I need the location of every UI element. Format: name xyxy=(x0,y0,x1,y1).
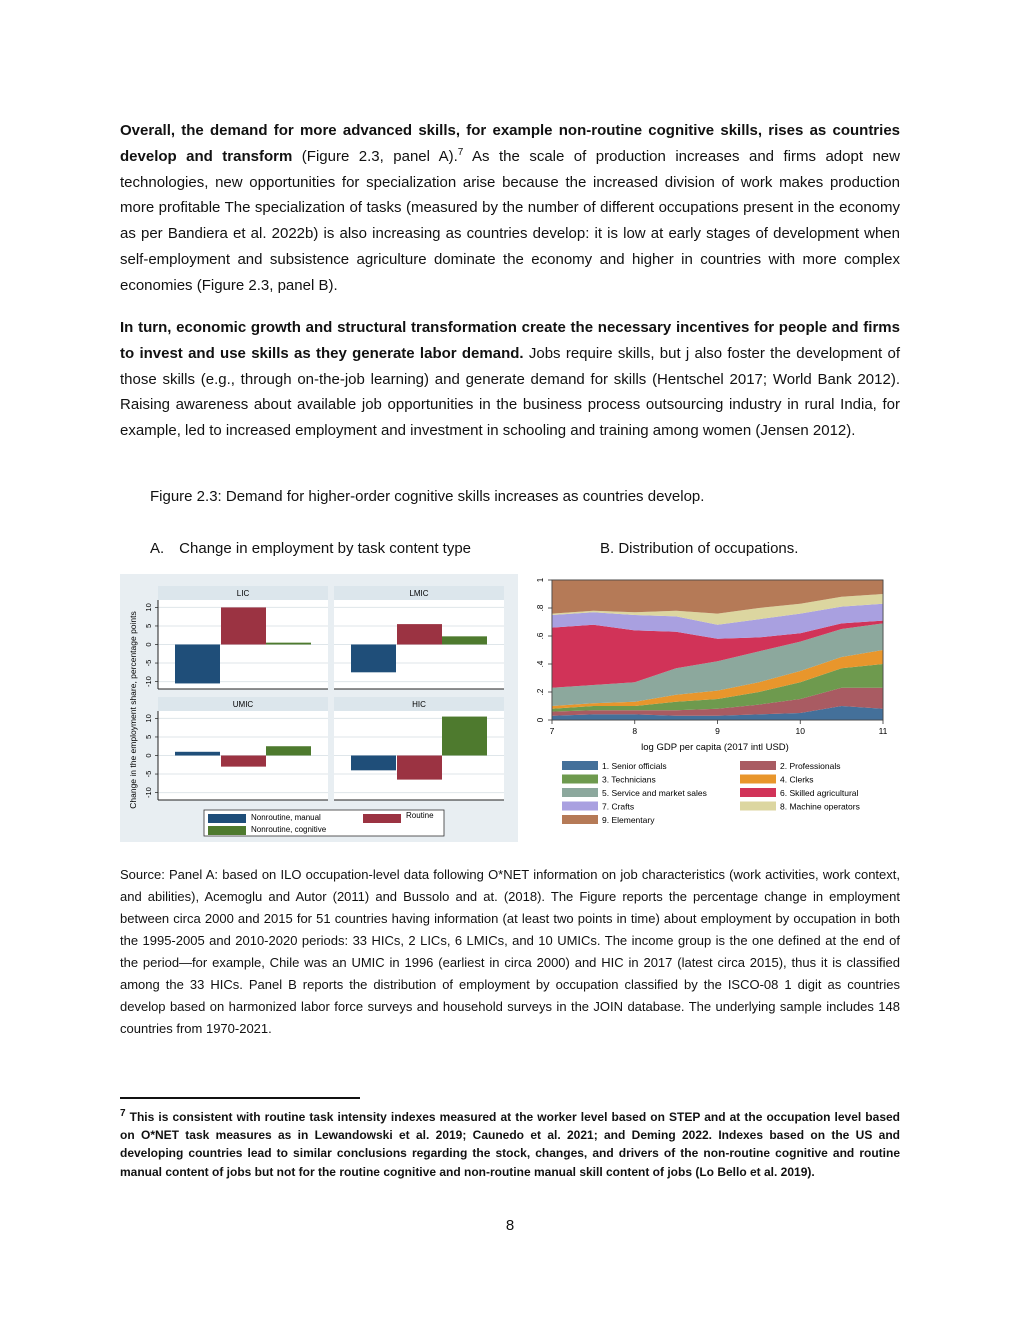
bar xyxy=(221,607,266,644)
paragraph-1-ref: (Figure 2.3, panel A). xyxy=(292,147,458,165)
legend-label: Nonroutine, manual xyxy=(251,813,321,822)
legend-swatch xyxy=(562,761,598,770)
legend-label: 2. Professionals xyxy=(780,761,841,771)
y-tick-label: 5 xyxy=(144,623,153,629)
x-tick-label: 9 xyxy=(715,726,720,736)
legend-swatch xyxy=(740,775,776,784)
footnote-7-text: This is consistent with routine task intensity indexes measured at the worker level based on STEP and at the occupation level based on O*NET task measures as in Lewandowski et al. 2019; Caunedo et al. 2021; and Deming 2022. Indexes based on the US and developing countries lead to similar conclusions regarding the stock, changes, and drivers of the non-routine cognitive and routine manual content of jobs but not for the routine cognitive and non-routine manual skill content of jobs (Lo Bello et al. 2019). xyxy=(120,1110,900,1179)
figure-title: Figure 2.3: Demand for higher-order cognitive skills increases as countries develop. xyxy=(150,488,705,505)
page-number: 8 xyxy=(505,1217,515,1234)
bar xyxy=(175,645,220,684)
legend-swatch xyxy=(562,775,598,784)
bar xyxy=(266,643,311,645)
panel-b-x-axis-label: log GDP per capita (2017 intl USD) xyxy=(641,742,789,753)
x-tick-label: 11 xyxy=(878,726,888,736)
y-tick-label: 5 xyxy=(144,734,153,740)
panel-a-chart xyxy=(120,574,518,842)
y-tick-label: 0 xyxy=(144,753,153,758)
x-tick-label: 10 xyxy=(795,726,805,736)
legend-swatch xyxy=(363,814,401,823)
footnote-7 xyxy=(120,1108,900,1181)
panel-a-title: A. Change in employment by task content type xyxy=(150,540,472,557)
paragraph-1-lead: Overall, the demand for more advanced skills, for example non-routine cognitive skills, rises as countries develop and transform xyxy=(120,122,900,165)
legend-label: 1. Senior officials xyxy=(602,761,667,771)
y-tick-label: 0 xyxy=(144,642,153,647)
bar xyxy=(397,756,442,780)
legend-label: 5. Service and market sales xyxy=(602,788,707,798)
legend-label: 8. Machine operators xyxy=(780,801,860,812)
x-tick-label: 7 xyxy=(549,726,555,736)
legend-label: 4. Clerks xyxy=(780,774,814,785)
facet-title: UMIC xyxy=(232,700,254,709)
paragraph-2 xyxy=(120,315,900,444)
y-tick-label: -5 xyxy=(144,770,153,778)
y-tick-label: -10 xyxy=(144,787,153,799)
panel-b-chart xyxy=(525,572,900,828)
legend-swatch xyxy=(562,788,598,797)
facet-title: LIC xyxy=(236,589,250,598)
panel-a-y-axis-label: Change in the employment share, percentage points xyxy=(128,611,138,809)
y-tick-label: -5 xyxy=(144,659,153,667)
y-tick-label: .4 xyxy=(536,660,545,668)
legend-label: 3. Technicians xyxy=(602,774,656,785)
legend-swatch xyxy=(740,802,776,811)
facet-title: LMIC xyxy=(409,589,429,598)
panel-a-legend xyxy=(204,810,444,836)
legend-swatch xyxy=(208,826,246,835)
legend-label: 7. Crafts xyxy=(602,801,635,812)
panel-b-plot-area xyxy=(536,577,888,736)
y-tick-label: 10 xyxy=(144,714,153,723)
footnote-divider xyxy=(120,1097,360,1099)
facet-title: HIC xyxy=(412,700,426,709)
y-tick-label: 1 xyxy=(536,577,545,583)
legend-label: 9. Elementary xyxy=(602,815,655,825)
legend-swatch xyxy=(740,788,776,797)
legend-label: 6. Skilled agricultural xyxy=(780,788,859,798)
legend-swatch xyxy=(208,814,246,823)
legend-label: Nonroutine, cognitive xyxy=(251,825,327,834)
paragraph-1 xyxy=(120,118,900,299)
legend-label: Routine xyxy=(406,811,434,820)
y-tick-label: 10 xyxy=(144,603,153,612)
paragraph-2-body: Jobs require skills, but j also foster the development of those skills (e.g., through on-the-job learning) and generate demand for skills (Hentschel 2017; World Bank 2012). Raising awareness about available job opportunities in the business process outsourcing industry in rural India, for example, led to increased employment and investment in schooling and training among women (Jensen 2012). xyxy=(120,344,900,440)
footnote-ref-7[interactable]: 7 xyxy=(457,146,464,158)
bar xyxy=(266,746,311,755)
legend-swatch xyxy=(740,761,776,770)
footnote-7-marker: 7 xyxy=(120,1108,126,1119)
panel-b-title: B. Distribution of occupations. xyxy=(600,540,799,557)
bar xyxy=(221,756,266,767)
y-tick-label: -10 xyxy=(144,676,153,688)
x-tick-label: 8 xyxy=(632,726,638,736)
y-tick-label: 0 xyxy=(536,717,545,723)
paragraph-1-body: As the scale of production increases and firms adopt new technologies, new opportunities for specialization arise because the increased division of work makes production more profitable The specialization of tasks (measured by the number of different occupations present in the economy as per Bandiera et al. 2022b) is also increasing as countries develop: it is low at early stages of development when self-employment and subsistence agriculture dominate the economy and higher in countries with more complex economies (Figure 2.3, panel B). xyxy=(120,147,900,294)
bar xyxy=(442,717,487,756)
y-tick-label: .6 xyxy=(536,632,545,640)
bar xyxy=(351,645,396,673)
bar xyxy=(175,752,220,756)
bar xyxy=(397,624,442,644)
paragraph-2-lead: In turn, economic growth and structural transformation create the necessary incentives for people and firms to invest and use skills as they generate labor demand. xyxy=(120,319,900,362)
y-tick-label: .2 xyxy=(536,688,545,696)
bar xyxy=(351,756,396,771)
legend-swatch xyxy=(562,802,598,811)
figure-source-note: Source: Panel A: based on ILO occupation-level data following O*NET information on job characteristics (work activities, work context, and abilities), Acemoglu and Autor (2011) and Bussolo and at. (2018). The Figure reports the percentage change in employment between circa 2000 and 2015 for 51 countries having information (at least two points in time) about employment by occupation in both the 1995-2005 and 2010-2020 periods: 33 HICs, 2 LICs, 6 LMICs, and 10 UMICs. The income group is the one defined at the end of the period—for example, Chile was an UMIC in 1996 (earliest in circa 2000) and HIC in 2017 (latest circa 2015), thus it is classified among the 33 HICs. Panel B reports the distribution of employment by occupation classified by the ISCO-08 1 digit as countries develop based on harmonized labor force surveys and household surveys in the JOIN database. The underlying sample includes 148 countries from 1970-2021. xyxy=(120,867,900,1036)
y-tick-label: .8 xyxy=(536,604,545,612)
bar xyxy=(442,636,487,644)
legend-swatch xyxy=(562,815,598,824)
